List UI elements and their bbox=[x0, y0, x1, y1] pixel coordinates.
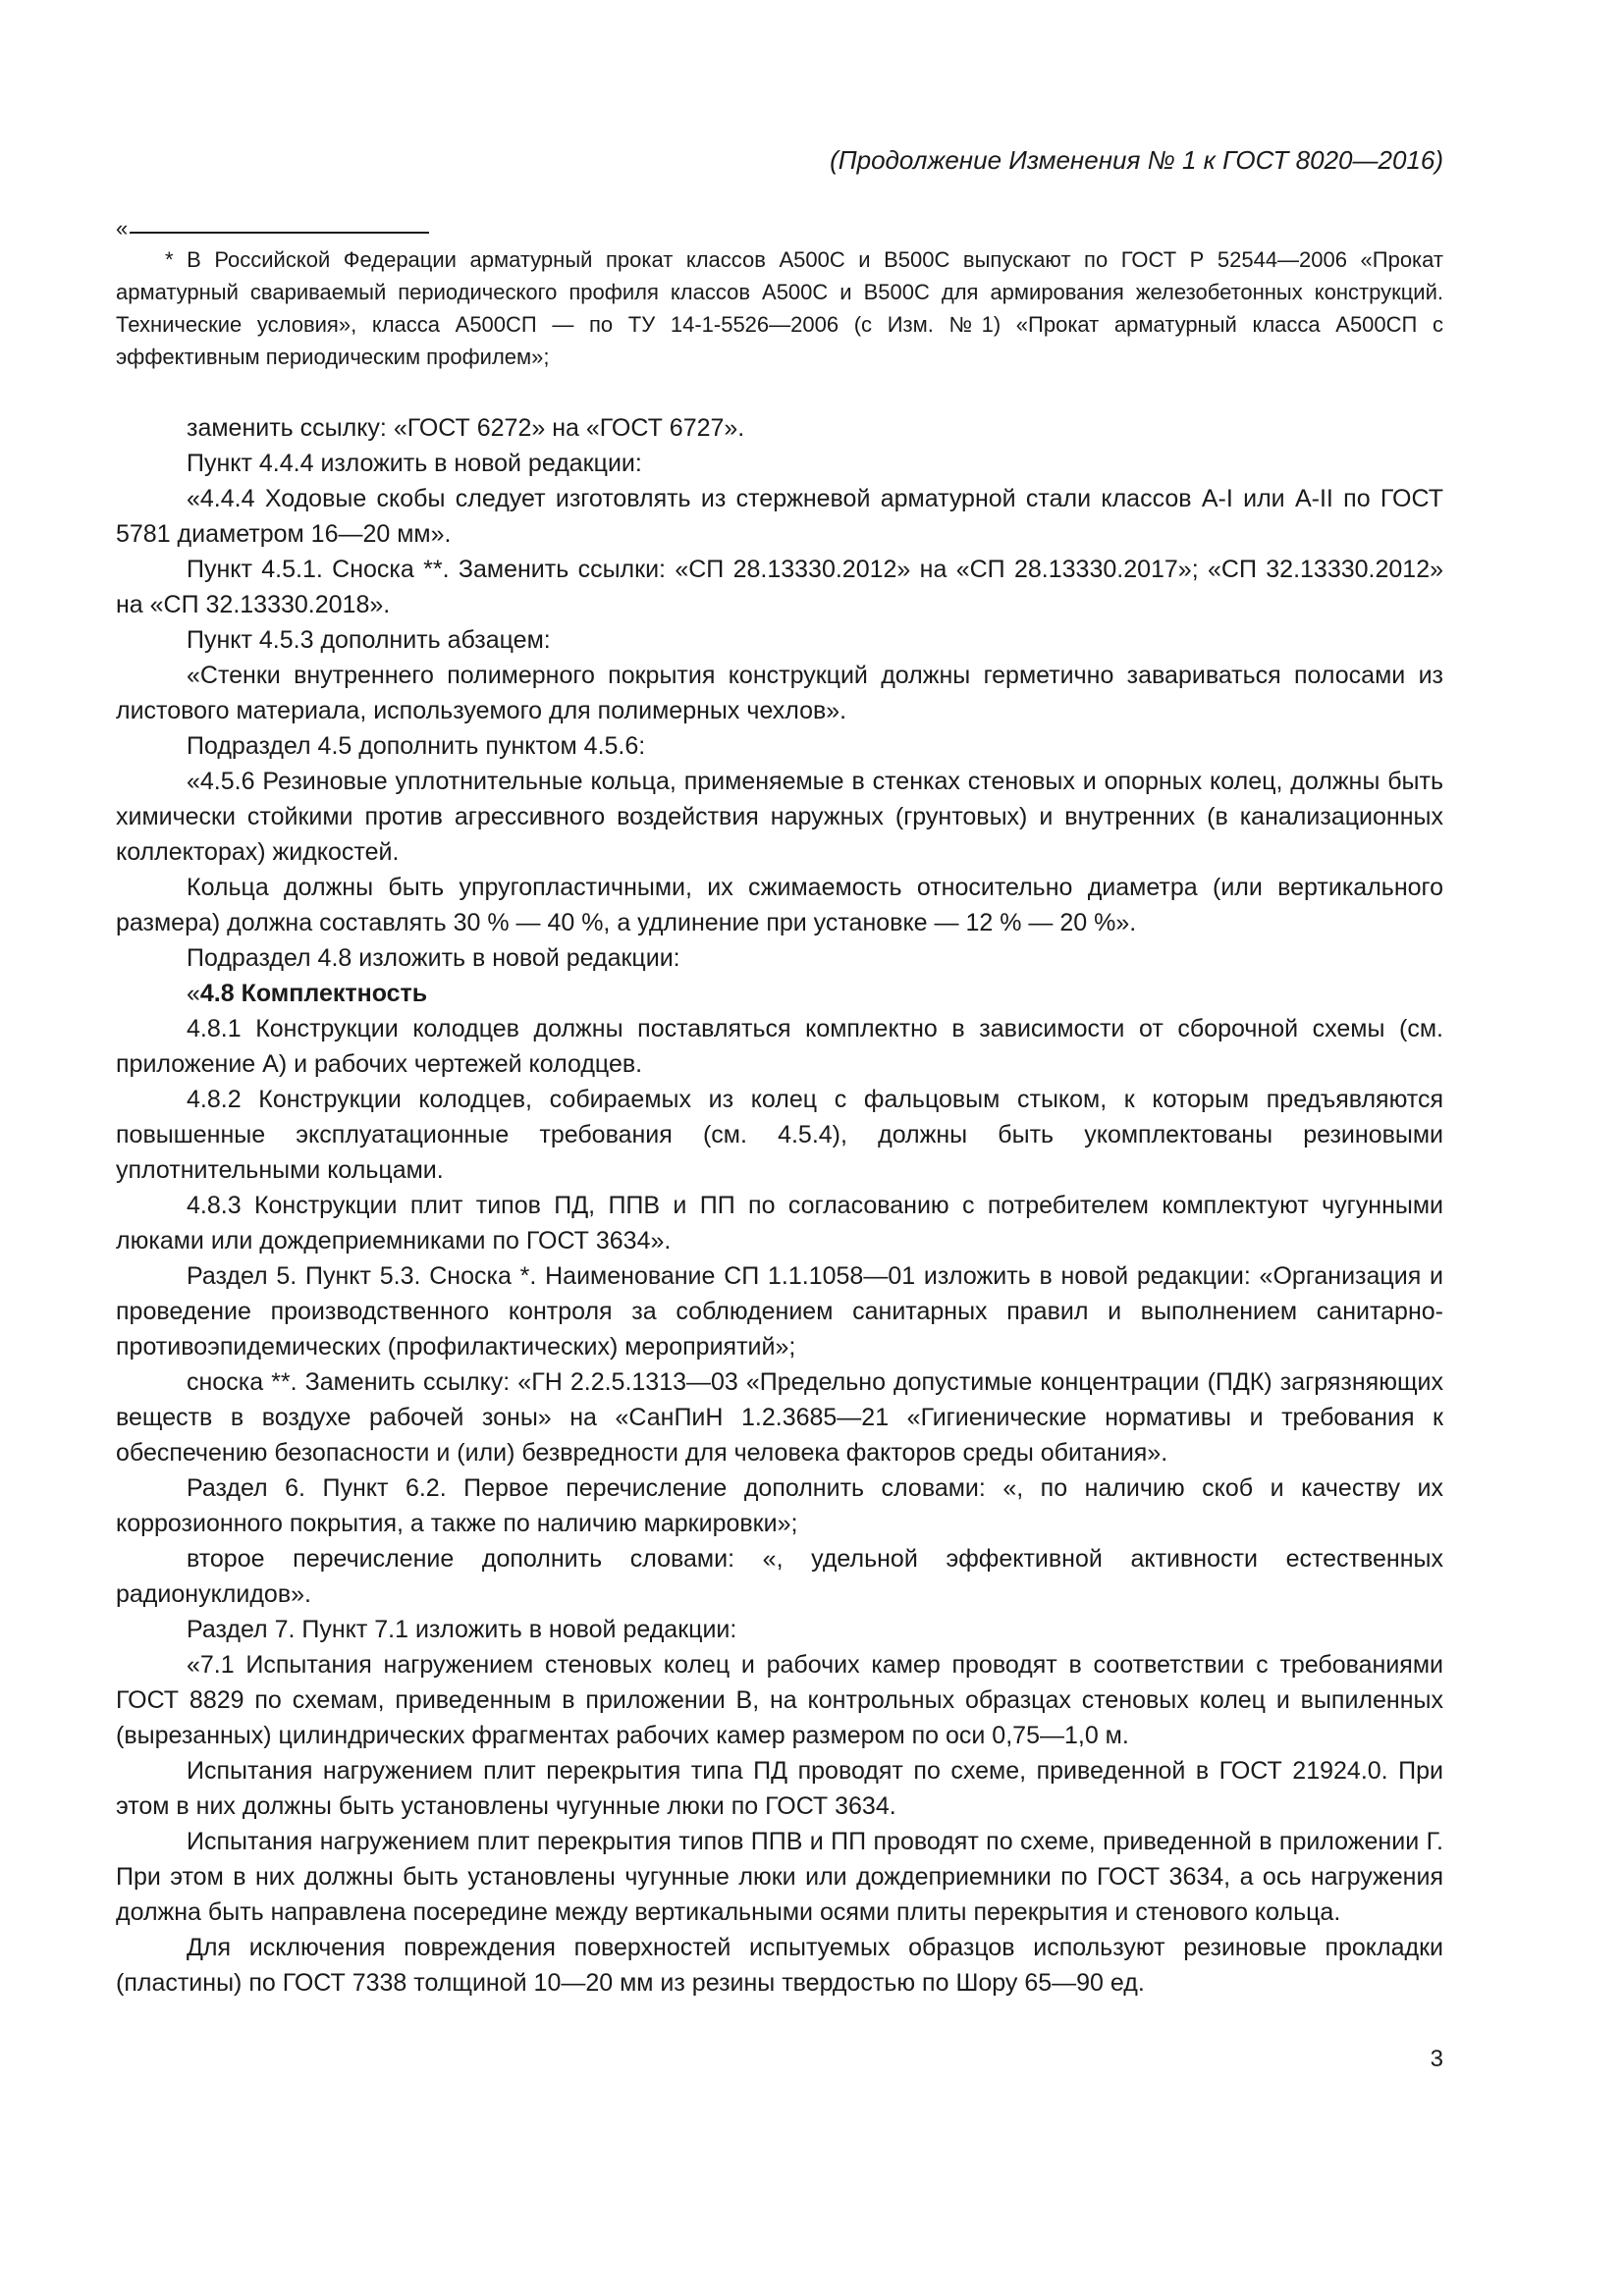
paragraph: «Стенки внутреннего полимерного покрытия конструкций должны герметично завариваться полосами из листового материала, используемого для полимерных чехлов». bbox=[116, 662, 1443, 724]
paragraph: Пункт 4.5.1. Сноска **. Заменить ссылки: «СП 28.13330.2012» на «СП 28.13330.2017»; «СП 32.13330.2012» на «СП 32.13330.2018». bbox=[116, 556, 1443, 618]
section-heading-title: 4.8 Комплектность bbox=[199, 980, 428, 1007]
paragraph: сноска **. Заменить ссылку: «ГН 2.2.5.1313—03 «Предельно допустимые концентрации (ПДК) загрязняющих веществ в воздухе рабочей зоны» на «СанПиН 1.2.3685—21 «Гигиенические нормативы и требования к обеспечению безопасности и (или) безвредности для человека факторов среды обитания». bbox=[116, 1368, 1443, 1467]
paragraph: Раздел 7. Пункт 7.1 изложить в новой редакции: bbox=[187, 1616, 737, 1643]
paragraph: Подраздел 4.5 дополнить пунктом 4.5.6: bbox=[187, 732, 646, 760]
paragraph: Подраздел 4.8 изложить в новой редакции: bbox=[187, 944, 680, 972]
paragraph: Кольца должны быть упругопластичными, их сжимаемость относительно диаметра (или вертикального размера) должна составлять 30 % — 40 %, а удлинение при установке — 12 % — 20 %». bbox=[116, 874, 1443, 936]
paragraph: Раздел 6. Пункт 6.2. Первое перечисление дополнить словами: «, по наличию скоб и качеству их коррозионного покрытия, а также по наличию маркировки»; bbox=[116, 1474, 1443, 1537]
paragraph: Пункт 4.4.4 изложить в новой редакции: bbox=[187, 450, 642, 477]
paragraph: Пункт 4.5.3 дополнить абзацем: bbox=[187, 626, 551, 654]
paragraph: «4.5.6 Резиновые уплотнительные кольца, применяемые в стенках стеновых и опорных колец, должны быть химически стойкими против агрессивного воздействия наружных (грунтовых) и внутренних (в канализационных коллекторах) жидкостей. bbox=[116, 768, 1443, 866]
paragraph: заменить ссылку: «ГОСТ 6272» на «ГОСТ 6727». bbox=[187, 414, 745, 442]
paragraph: 4.8.1 Конструкции колодцев должны поставляться комплектно в зависимости от сборочной схемы (см. приложение А) и рабочих чертежей колодцев. bbox=[116, 1015, 1443, 1078]
paragraph: «4.4.4 Ходовые скобы следует изготовлять из стержневой арматурной стали классов А-I или А-II по ГОСТ 5781 диаметром 16—20 мм». bbox=[116, 485, 1443, 548]
page-number: 3 bbox=[1430, 2046, 1443, 2072]
continuation-header: (Продолжение Изменения № 1 к ГОСТ 8020—2016) bbox=[830, 145, 1443, 175]
footnote-open-quote: « bbox=[116, 216, 129, 240]
paragraph: 4.8.3 Конструкции плит типов ПД, ППВ и ПП по согласованию с потребителем комплектуют чугунными люками или дождеприемниками по ГОСТ 3634». bbox=[116, 1192, 1443, 1255]
paragraph: «7.1 Испытания нагружением стеновых колец и рабочих камер проводят в соответствии с требованиями ГОСТ 8829 по схемам, приведенным в приложении В, на контрольных образцах стеновых колец и выпиленных (вырезанных) цилиндрических фрагментах рабочих камер размером по оси 0,75—1,0 м. bbox=[116, 1651, 1443, 1749]
document-body bbox=[116, 410, 1443, 2001]
paragraph: Раздел 5. Пункт 5.3. Сноска *. Наименование СП 1.1.1058—01 изложить в новой редакции: «Организация и проведение производственного контроля за соблюдением санитарных правил и выполнением санитарно-противоэпидемических (профилактических) мероприятий»; bbox=[116, 1262, 1443, 1361]
paragraph: Испытания нагружением плит перекрытия типа ПД проводят по схеме, приведенной в ГОСТ 21924.0. При этом в них должны быть установлены чугунные люки по ГОСТ 3634. bbox=[116, 1757, 1443, 1820]
paragraph: Для исключения повреждения поверхностей испытуемых образцов используют резиновые прокладки (пластины) по ГОСТ 7338 толщиной 10—20 мм из резины твердостью по Шору 65—90 ед. bbox=[116, 1934, 1443, 1997]
section-heading-quote: « bbox=[187, 980, 200, 1007]
paragraph: Испытания нагружением плит перекрытия типов ППВ и ПП проводят по схеме, приведенной в приложении Г. При этом в них должны быть установлены чугунные люки или дождеприемники по ГОСТ 3634, а ось нагружения должна быть направлена посередине между вертикальными осями плиты перекрытия и стенового кольца. bbox=[116, 1828, 1443, 1926]
footnote-separator bbox=[130, 232, 429, 234]
footnote-text: * В Российской Федерации арматурный прокат классов А500С и В500С выпускают по ГОСТ Р 52544—2006 «Прокат арматурный свариваемый периодического профиля классов А500С и В500С для армирования железобетонных конструкций. Технические условия», класса А500СП — по ТУ 14-1-5526—2006 (с Изм. №1) «Прокат арматурный класса А500СП с эффективным периодическим профилем»; bbox=[116, 247, 1443, 369]
section-heading bbox=[116, 976, 1443, 1011]
paragraph: 4.8.2 Конструкции колодцев, собираемых из колец с фальцовым стыком, к которым предъявляются повышенные эксплуатационные требования (см. 4.5.4), должны быть укомплектованы резиновыми уплотнительными кольцами. bbox=[116, 1086, 1443, 1184]
paragraph: второе перечисление дополнить словами: «, удельной эффективной активности естественных радионуклидов». bbox=[116, 1545, 1443, 1608]
